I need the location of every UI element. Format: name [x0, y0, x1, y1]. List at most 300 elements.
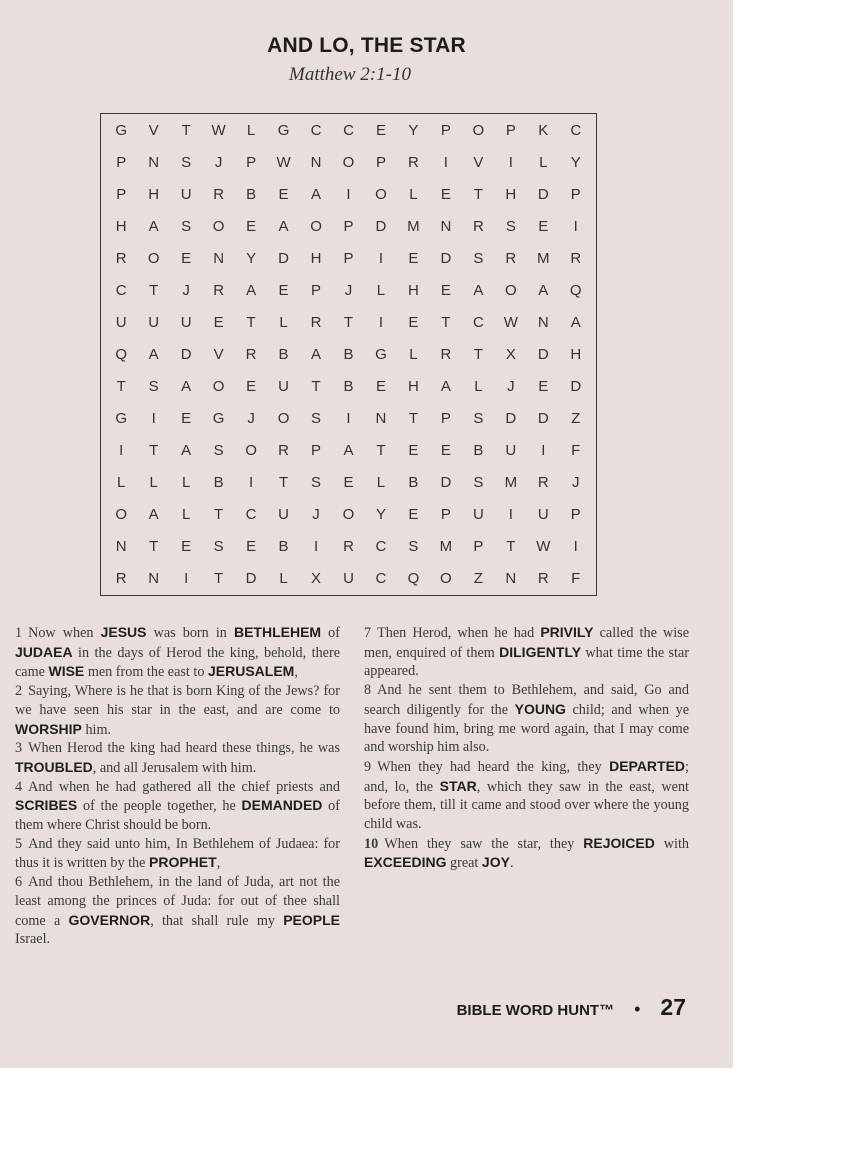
grid-letter: R: [408, 153, 419, 171]
grid-letter: E: [278, 281, 289, 299]
grid-letter: T: [473, 185, 483, 203]
grid-letter: N: [440, 217, 452, 235]
grid-letter: I: [508, 153, 513, 171]
grid-letter: P: [343, 249, 354, 267]
verse-number: 3: [15, 740, 23, 757]
grid-letter: E: [343, 474, 354, 492]
verses-left-column: [15, 623, 340, 949]
grid-letter: L: [181, 474, 191, 492]
grid-letter: L: [279, 313, 288, 331]
grid-letter: H: [505, 185, 517, 203]
verse-text: in the days of Herod the king, behold, there came: [15, 644, 340, 681]
grid-letter: A: [440, 378, 451, 396]
grid-letter: A: [148, 345, 159, 363]
grid-letter: E: [538, 378, 549, 396]
grid-letter: E: [440, 281, 451, 299]
grid-letter: U: [472, 506, 484, 524]
grid-letter: O: [147, 249, 160, 267]
grid-letter: N: [505, 570, 517, 588]
verse-text: And he sent them to Bethlehem, and said, Go and search diligently for the: [364, 682, 689, 718]
grid-letter: L: [117, 474, 126, 492]
grid-letter: O: [115, 506, 128, 524]
hidden-word: WISE: [48, 663, 85, 680]
grid-letter: J: [344, 281, 353, 299]
verse-text: When they had heard the king, they: [377, 758, 610, 775]
hidden-word: GOVERNOR: [68, 911, 151, 928]
grid-letter: I: [313, 538, 319, 556]
hidden-word: JUDAEA: [15, 643, 73, 660]
grid-letter: F: [571, 442, 581, 460]
hidden-word: DEMANDED: [241, 797, 323, 814]
grid-letter: R: [472, 217, 484, 235]
grid-letter: I: [119, 442, 124, 460]
verse-text: of: [321, 625, 340, 641]
grid-letter: T: [473, 345, 483, 363]
grid-letter: R: [440, 345, 452, 363]
grid-letter: D: [537, 185, 549, 203]
hidden-word: JERUSALEM: [207, 663, 295, 680]
grid-letter: O: [375, 185, 387, 203]
grid-letter: N: [537, 313, 549, 331]
grid-letter: U: [278, 506, 289, 524]
verse: [364, 681, 689, 757]
verse-number: 8: [364, 682, 372, 699]
grid-letter: B: [246, 185, 257, 203]
grid-letter: E: [538, 217, 549, 235]
verse-text: Israel.: [15, 931, 51, 948]
grid-letter: G: [277, 121, 290, 139]
grid-letter: E: [440, 442, 451, 460]
grid-letter: P: [473, 538, 484, 556]
grid-letter: J: [507, 378, 515, 396]
grid-letter: N: [310, 153, 322, 171]
grid-letter: T: [149, 442, 159, 460]
grid-letter: I: [378, 249, 384, 267]
grid-letter: M: [407, 217, 420, 235]
grid-letter: A: [181, 442, 192, 460]
verse: [15, 739, 340, 777]
grid-letter: I: [508, 506, 513, 524]
grid-letter: T: [246, 313, 256, 331]
grid-letter: O: [342, 153, 355, 171]
grid-letter: Q: [407, 570, 420, 588]
hidden-word: DILIGENTLY: [499, 643, 582, 660]
verse-text: , that shall rule my: [150, 912, 284, 929]
grid-letter: P: [116, 153, 127, 171]
grid-letter: P: [311, 281, 322, 299]
verse-text: Then Herod, when he had: [377, 625, 541, 641]
hidden-word: STAR: [439, 777, 477, 794]
grid-letter: I: [443, 153, 448, 171]
verse-text: of the people together, he: [77, 798, 242, 815]
verse-text: ,: [216, 855, 221, 872]
grid-letter: M: [537, 249, 550, 267]
grid-letter: P: [343, 217, 354, 235]
grid-letter: L: [376, 474, 386, 492]
verse-text: child; and when ye have found him, bring me word again, that I may come and worship him also.: [364, 701, 689, 756]
grid-letter: U: [278, 378, 289, 396]
grid-letter: S: [473, 474, 484, 492]
grid-letter: J: [214, 153, 223, 171]
grid-letter: D: [570, 378, 582, 396]
grid-letter: S: [408, 538, 419, 556]
grid-letter: P: [570, 185, 581, 203]
grid-letter: N: [213, 249, 225, 267]
word-search-grid: [100, 113, 597, 596]
grid-letter: L: [181, 506, 191, 524]
grid-letter: L: [409, 345, 418, 363]
grid-letter: A: [473, 281, 484, 299]
grid-letter: E: [375, 378, 386, 396]
grid-letter: T: [376, 442, 386, 460]
hidden-word: PEOPLE: [283, 911, 340, 928]
grid-letter: E: [181, 538, 192, 556]
hidden-word: TROUBLED: [15, 758, 93, 775]
grid-letter: B: [343, 345, 354, 363]
verse-number: 9: [364, 758, 372, 775]
verse-text: him.: [81, 721, 112, 738]
verse: [364, 834, 689, 873]
grid-letter: E: [408, 506, 419, 524]
grid-letter: P: [440, 121, 451, 139]
grid-letter: C: [375, 570, 387, 588]
grid-letter: S: [473, 249, 484, 267]
grid-letter: W: [536, 538, 551, 556]
grid-letter: A: [311, 185, 322, 203]
verse-number: 5: [15, 835, 23, 852]
grid-letter: E: [246, 538, 257, 556]
hidden-word: YOUNG: [514, 700, 566, 717]
verse: [15, 835, 340, 873]
grid-letter: A: [538, 281, 549, 299]
page-footer: [457, 994, 686, 1021]
verse-text: what time the star appeared.: [364, 644, 689, 680]
grid-letter: D: [505, 410, 517, 428]
grid-letter: V: [148, 121, 159, 139]
hidden-word: JOY: [481, 854, 510, 871]
verse-text: men from the east to: [84, 664, 208, 681]
footer-bullet: •: [634, 999, 641, 1019]
grid-letter: I: [346, 410, 351, 428]
grid-letter: N: [148, 153, 160, 171]
grid-letter: T: [311, 378, 321, 396]
verse-text: Saying, Where is he that is born King of the Jews? for we have seen his star in the east, and are come to: [15, 683, 340, 718]
grid-letter: E: [213, 313, 224, 331]
verses-right-column: [364, 623, 689, 873]
grid-letter: E: [181, 410, 192, 428]
grid-letter: N: [375, 410, 387, 428]
grid-letter: A: [148, 217, 159, 235]
verse-text: with: [654, 835, 689, 852]
verse-text: great: [446, 855, 482, 872]
grid-letter: T: [116, 378, 126, 396]
grid-letter: T: [149, 538, 159, 556]
hidden-word: EXCEEDING: [364, 854, 447, 871]
grid-letter: S: [505, 217, 516, 235]
verse-text: was born in: [146, 625, 234, 641]
grid-letter: U: [115, 313, 127, 331]
grid-letter: V: [473, 153, 484, 171]
grid-letter: Y: [375, 506, 386, 524]
grid-letter: T: [408, 410, 418, 428]
grid-letter: O: [342, 506, 355, 524]
grid-letter: O: [212, 378, 225, 396]
grid-letter: X: [311, 570, 322, 588]
grid-letter: D: [537, 345, 549, 363]
grid-letter: Q: [569, 281, 582, 299]
hidden-word: DEPARTED: [609, 757, 686, 774]
verse: [15, 778, 340, 835]
hidden-word: WORSHIP: [15, 720, 82, 737]
grid-letter: R: [505, 249, 517, 267]
grid-letter: O: [310, 217, 322, 235]
grid-letter: S: [181, 217, 192, 235]
grid-letter: J: [312, 506, 320, 524]
grid-letter: Q: [115, 345, 128, 363]
grid-letter: P: [440, 506, 451, 524]
grid-letter: H: [408, 378, 419, 396]
grid-letter: O: [212, 217, 225, 235]
grid-letter: O: [277, 410, 290, 428]
verse-text: Now when: [28, 625, 101, 641]
grid-letter: B: [473, 442, 484, 460]
grid-letter: N: [148, 570, 160, 588]
grid-letter: E: [246, 217, 257, 235]
verse-text: , and all Jerusalem with him.: [92, 759, 257, 776]
grid-letter: N: [115, 538, 127, 556]
grid-letter: G: [115, 410, 128, 428]
grid-letter: E: [440, 185, 451, 203]
grid-letter: T: [214, 506, 224, 524]
grid-letter: R: [245, 345, 257, 363]
grid-letter: W: [503, 313, 518, 331]
grid-letter: Y: [570, 153, 581, 171]
grid-letter: I: [151, 410, 156, 428]
grid-letter: T: [506, 538, 516, 556]
grid-letter: O: [245, 442, 257, 460]
grid-letter: A: [181, 378, 192, 396]
grid-letter: P: [505, 121, 516, 139]
grid-letter: R: [213, 185, 225, 203]
grid-letter: U: [180, 185, 192, 203]
grid-letter: D: [245, 570, 257, 588]
grid-letter: Z: [571, 410, 581, 428]
verse-text: And they said unto him, In Bethlehem of Judaea: for thus it is written by the: [15, 835, 340, 872]
verse: [364, 757, 689, 834]
grid-letter: G: [212, 410, 225, 428]
grid-letter: P: [440, 410, 451, 428]
grid-letter: E: [246, 378, 257, 396]
grid-letter: M: [439, 538, 453, 556]
grid-letter: D: [180, 345, 192, 363]
grid-letter: I: [573, 538, 578, 556]
grid-letter: R: [570, 249, 582, 267]
grid-letter: L: [149, 474, 158, 492]
verse: [15, 873, 340, 949]
grid-letter: R: [115, 570, 127, 588]
verse-text: When Herod the king had heard these things, he was: [28, 740, 340, 757]
verse-number: 1: [15, 625, 23, 641]
grid-letter: A: [311, 345, 322, 363]
grid-letter: S: [311, 474, 322, 492]
grid-letter: T: [181, 121, 191, 139]
grid-letter: G: [115, 121, 128, 139]
grid-letter: L: [409, 185, 418, 203]
grid-letter: H: [115, 217, 127, 235]
grid-letter: E: [181, 249, 192, 267]
grid-letter: T: [343, 313, 354, 331]
grid-letter: L: [539, 153, 548, 171]
grid-letter: A: [343, 442, 354, 460]
grid-letter: A: [278, 217, 289, 235]
verse-text: .: [509, 855, 514, 872]
grid-letter: C: [310, 121, 322, 139]
hidden-word: PRIVILY: [540, 624, 594, 640]
grid-letter: H: [408, 281, 419, 299]
grid-letter: W: [211, 121, 226, 139]
grid-letter: J: [182, 281, 190, 299]
verse: [15, 682, 340, 739]
grid-letter: A: [148, 506, 159, 524]
grid-letter: I: [378, 313, 384, 331]
grid-letter: B: [278, 345, 289, 363]
hidden-word: SCRIBES: [15, 797, 78, 814]
grid-letter: I: [184, 570, 189, 588]
grid-letter: Z: [473, 570, 483, 588]
page-number: 27: [660, 994, 686, 1020]
grid-letter: C: [570, 121, 582, 139]
grid-letter: S: [213, 538, 224, 556]
series-brand: BIBLE WORD HUNT™: [456, 1002, 615, 1019]
verse-number: 4: [15, 778, 23, 795]
grid-letter: T: [214, 570, 224, 588]
grid-letter: P: [570, 506, 581, 524]
grid-letter: M: [504, 474, 518, 492]
grid-letter: S: [311, 410, 322, 428]
grid-letter: A: [246, 281, 257, 299]
grid-letter: F: [571, 570, 581, 588]
grid-letter: S: [473, 410, 484, 428]
grid-letter: U: [343, 570, 354, 588]
grid-letter: R: [115, 249, 127, 267]
grid-letter: C: [375, 538, 387, 556]
verse-text: When they saw the star, they: [384, 835, 584, 852]
grid-letter: B: [278, 538, 289, 556]
grid-letter: P: [246, 153, 257, 171]
hidden-word: JESUS: [100, 624, 147, 640]
hidden-word: BETHLEHEM: [233, 624, 322, 640]
grid-letter: L: [376, 281, 386, 299]
grid-letter: D: [278, 249, 289, 267]
grid-letter: H: [570, 345, 582, 363]
scripture-reference: Matthew 2:1-10: [289, 64, 411, 85]
verse-number: 7: [364, 625, 372, 641]
grid-letter: P: [311, 442, 322, 460]
verse-number: 10: [364, 835, 379, 852]
grid-letter: L: [279, 570, 288, 588]
verse: [15, 623, 340, 682]
grid-letter: P: [116, 185, 127, 203]
grid-letter: D: [537, 410, 549, 428]
grid-letter: D: [440, 249, 452, 267]
verse-number: 2: [15, 683, 23, 700]
grid-letter: I: [573, 217, 578, 235]
grid-letter: X: [505, 345, 516, 363]
grid-letter: H: [310, 249, 322, 267]
grid-letter: P: [375, 153, 386, 171]
grid-letter: D: [440, 474, 452, 492]
grid-letter: T: [278, 474, 289, 492]
grid-letter: J: [247, 410, 255, 428]
verse-text: , which they saw in the east, went before them, till it came and stood over where the young child was.: [364, 778, 690, 833]
grid-letter: V: [213, 345, 224, 363]
grid-letter: E: [408, 313, 419, 331]
grid-letter: I: [249, 474, 254, 492]
grid-letter: K: [538, 121, 549, 139]
grid-letter: D: [375, 217, 387, 235]
grid-letter: E: [408, 249, 419, 267]
grid-letter: Y: [408, 121, 419, 139]
grid-letter: C: [115, 281, 127, 299]
grid-letter: W: [276, 153, 291, 171]
grid-letter: S: [148, 378, 159, 396]
grid-letter: U: [505, 442, 517, 460]
grid-letter: Y: [246, 249, 257, 267]
grid-letter: O: [472, 121, 485, 139]
verse-text: of them where Christ should be born.: [15, 798, 340, 834]
hidden-word: PROPHET: [149, 854, 217, 871]
grid-letter: S: [213, 442, 224, 460]
grid-letter: T: [149, 281, 159, 299]
grid-letter: B: [213, 474, 224, 492]
grid-letter: U: [537, 506, 549, 524]
grid-letter: R: [537, 474, 549, 492]
grid-letter: U: [180, 313, 192, 331]
grid-letter: L: [474, 378, 483, 396]
grid-letter: R: [310, 313, 322, 331]
grid-letter: C: [472, 313, 484, 331]
grid-letter: C: [343, 121, 354, 139]
verse-text: And when he had gathered all the chief priests and: [28, 778, 340, 795]
grid-letter: H: [148, 185, 160, 203]
verse-number: 6: [15, 874, 23, 891]
grid-letter: J: [572, 474, 580, 492]
grid-letter: T: [441, 313, 451, 331]
verse-text: ,: [294, 664, 298, 681]
grid-letter: E: [408, 442, 419, 460]
grid-letter: E: [278, 185, 289, 203]
verse: [364, 623, 689, 681]
grid-letter: E: [375, 121, 386, 139]
grid-letter: O: [504, 281, 517, 299]
puzzle-title: AND LO, THE STAR: [267, 34, 466, 57]
grid-letter: R: [278, 442, 289, 460]
grid-letter: R: [213, 281, 225, 299]
grid-letter: B: [408, 474, 419, 492]
verse-text: And thou Bethlehem, in the land of Juda, art not the least among the princes of Juda: for out of thee shall come a: [15, 874, 340, 929]
grid-letter: R: [537, 570, 549, 588]
verse-text: ; and, lo, the: [364, 758, 689, 795]
grid-letter: L: [246, 121, 256, 139]
grid-letter: O: [440, 570, 452, 588]
grid-letter: C: [245, 506, 257, 524]
grid-letter: S: [181, 153, 192, 171]
grid-letter: I: [541, 442, 546, 460]
hidden-word: REJOICED: [583, 834, 655, 851]
grid-letter: A: [570, 313, 581, 331]
verse-text: called the wise men, enquired of them: [364, 625, 689, 661]
grid-letter: U: [148, 313, 160, 331]
